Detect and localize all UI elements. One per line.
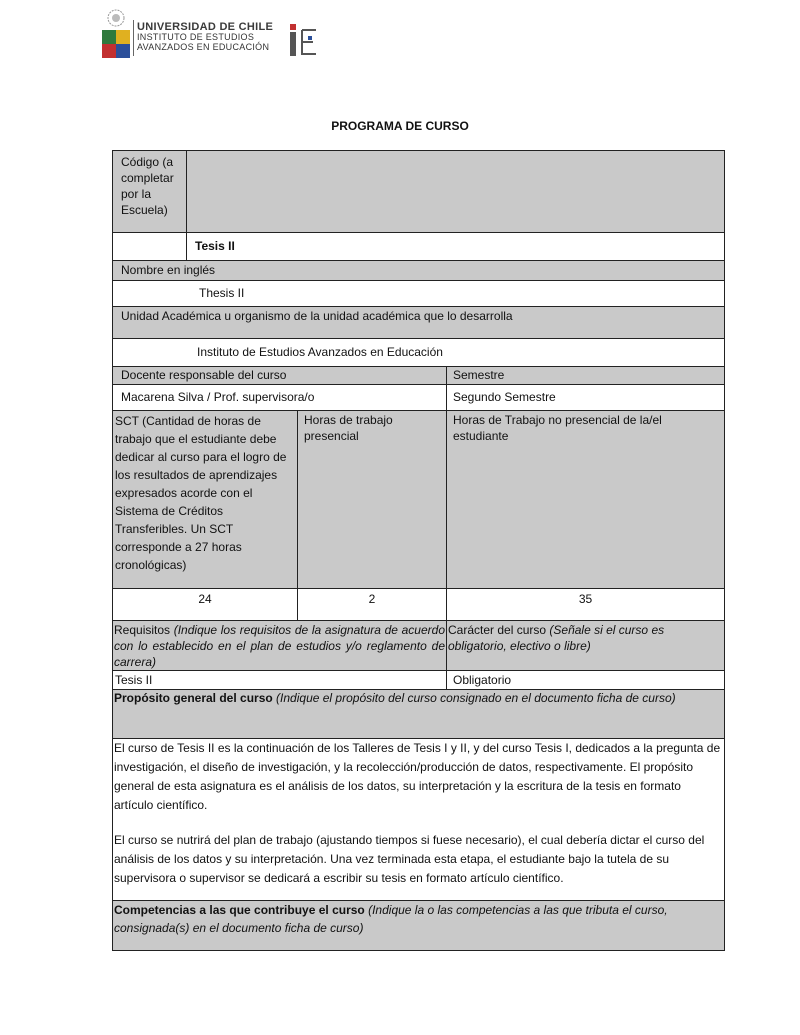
competencias-label: Competencias a las que contribuye el curso (Indique la o las competencias a las que tributa el curso, consignada(s) en el documento ficha de curso) — [112, 900, 725, 951]
proposito-paragraph-2: El curso se nutrirá del plan de trabajo (ajustando tiempos si fuese necesario), el cual debería dictar el curso del análisis de los datos y su interpretación. Una vez terminada esta etapa, el estudiante bajo la tutela de su supervisora o supervisor se dedicará a escribir su tesis en formato artículo científico. — [114, 833, 705, 885]
proposito-hint: (Indique el propósito del curso consignado en el documento ficha de curso) — [276, 691, 676, 705]
logo-university-name: UNIVERSIDAD DE CHILE — [137, 21, 274, 33]
competencias-hint: (Indique la o las competencias a las que tributa el curso, consignada(s) en el documento ficha de curso) — [114, 903, 668, 935]
university-crest-icon — [100, 8, 132, 60]
unidad-label: Unidad Académica u organismo de la unidad académica que lo desarrolla — [112, 306, 725, 339]
sct-label: SCT (Cantidad de horas de trabajo que el estudiante debe dedicar al curso para el logro de los resultados de aprendizajes expresados acorde con el Sistema de Créditos Transferibles. Un SCT corresponde a 27 horas cronológicas) — [112, 410, 298, 589]
semestre-label: Semestre — [446, 366, 725, 385]
logo-divider — [133, 20, 134, 56]
logo-institute-line1: INSTITUTO DE ESTUDIOS — [137, 32, 255, 42]
caracter-hint: (Señale si el curso es obligatorio, electivo o libre) — [448, 623, 665, 653]
proposito-label: Propósito general del curso (Indique el propósito del curso consignado en el documento ficha de curso) — [112, 689, 725, 739]
presencial-value: 2 — [297, 588, 447, 621]
nombre-ingles-value: Thesis II — [112, 280, 725, 307]
nombre-label-cell — [112, 232, 187, 261]
presencial-label: Horas de trabajo presencial — [297, 410, 447, 589]
page-title: PROGRAMA DE CURSO — [331, 119, 469, 133]
unidad-value: Instituto de Estudios Avanzados en Educación — [112, 338, 725, 367]
logo-institute-line2: AVANZADOS EN EDUCACIÓN — [137, 42, 270, 52]
requisitos-hint: (Indique los requisitos de la asignatura de acuerdo con lo establecido en el plan de estudios y/o reglamento de carrera) — [114, 623, 445, 669]
codigo-label: Código (a completar por la Escuela) — [112, 150, 187, 233]
docente-value: Macarena Silva / Prof. supervisora/o — [112, 384, 447, 411]
proposito-paragraph-1: El curso de Tesis II es la continuación de los Talleres de Tesis I y II, y del curso Tesis I, dedicados a la pregunta de investigación, el diseño de investigación, y la recolección/producción de datos, respectivamente. El propósito general de esta asignatura es el análisis de los datos, su interpretación y la escritura de la tesis en formato artículo científico. — [114, 741, 721, 812]
codigo-value — [186, 150, 725, 233]
course-name: Tesis II — [186, 232, 725, 261]
no-presencial-value: 35 — [446, 588, 725, 621]
ie-letter-i-icon — [290, 32, 296, 56]
ie-dot-icon — [290, 24, 296, 30]
no-presencial-label: Horas de Trabajo no presencial de la/el estudiante — [446, 410, 725, 589]
semestre-value: Segundo Semestre — [446, 384, 725, 411]
caracter-label: Carácter del curso (Señale si el curso es obligatorio, electivo o libre) — [446, 620, 725, 671]
requisitos-label: Requisitos (Indique los requisitos de la asignatura de acuerdo con lo establecido en el plan de estudios y/o reglamento de carrera) — [112, 620, 447, 671]
nombre-ingles-label: Nombre en inglés — [112, 260, 725, 281]
ie-letter-e-icon — [300, 28, 320, 56]
proposito-text — [112, 738, 725, 901]
sct-value: 24 — [112, 588, 298, 621]
requisitos-value: Tesis II — [112, 670, 447, 690]
caracter-value: Obligatorio — [446, 670, 725, 690]
docente-label: Docente responsable del curso — [112, 366, 447, 385]
